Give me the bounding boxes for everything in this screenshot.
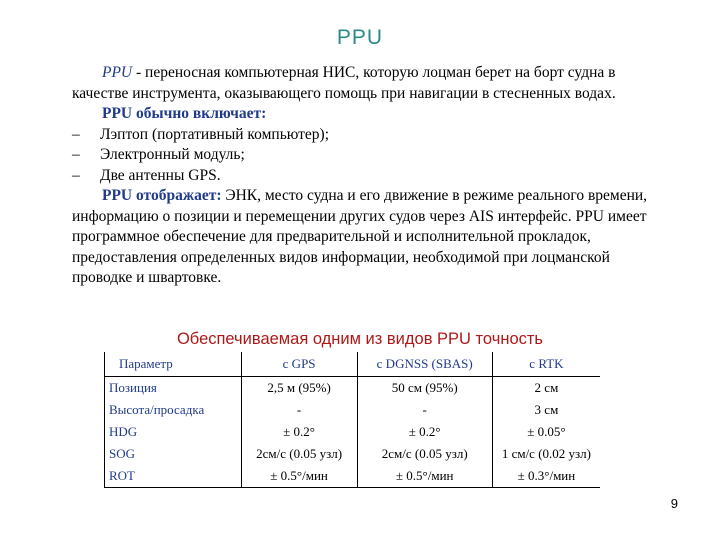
displays-text: ЭНК, место судна и его движение в режиме реального времени, информацию о позиции и перемещении других судов через AIS интерфейс. PPU имеет программное обеспечение для предварительной и исполнительной прокладок, предоставления определенных видов информации, необходимой при лоцманской проводке и швартовке. xyxy=(72,187,648,286)
table-row: HDG ± 0.2° ± 0.2° ± 0.05° xyxy=(105,421,601,443)
intro-paragraph xyxy=(72,63,652,104)
dash-bullet: – xyxy=(72,146,80,163)
intro-text: - переносная компьютерная НИС, которую лоцман берет на борт судна в качестве инструмента, оказывающего помощь при навигации в стесненных водах. xyxy=(72,64,616,102)
accuracy-table xyxy=(104,352,600,488)
header-dgnss: c DGNSS (SBAS) xyxy=(357,352,492,377)
table-row: Позиция 2,5 м (95%) 50 см (95%) 2 см xyxy=(105,377,601,400)
dash-bullet: – xyxy=(72,166,80,184)
header-parameter: Параметр xyxy=(105,352,242,377)
list-item: – Электронный модуль; xyxy=(72,145,652,166)
table-row: ROT ± 0.5°/мин ± 0.5°/мин ± 0.3°/мин xyxy=(105,465,601,488)
table-header-row xyxy=(105,352,601,377)
table-row: SOG 2см/с (0.05 узл) 2см/с (0.05 узл) 1 см/с (0.02 узл) xyxy=(105,443,601,465)
header-gps: c GPS xyxy=(241,352,357,377)
includes-list xyxy=(72,125,652,187)
list-item: – Лэптоп (портативный компьютер); xyxy=(72,125,652,146)
slide-title: PPU xyxy=(336,26,384,49)
body-text xyxy=(72,63,652,289)
displays-heading: PPU отображает: xyxy=(102,187,222,204)
dash-bullet: – xyxy=(72,125,80,143)
page-number: 9 xyxy=(670,496,678,511)
includes-heading: PPU обычно включает: xyxy=(102,105,267,122)
intro-term: PPU xyxy=(102,64,133,81)
table-caption: Обеспечиваемая одним из видов PPU точность xyxy=(176,330,544,348)
displays-paragraph xyxy=(72,186,652,289)
table-row: Высота/просадка - - 3 см xyxy=(105,399,601,421)
list-item: – Две антенны GPS. xyxy=(72,166,652,187)
header-rtk: c RTK xyxy=(492,352,600,377)
